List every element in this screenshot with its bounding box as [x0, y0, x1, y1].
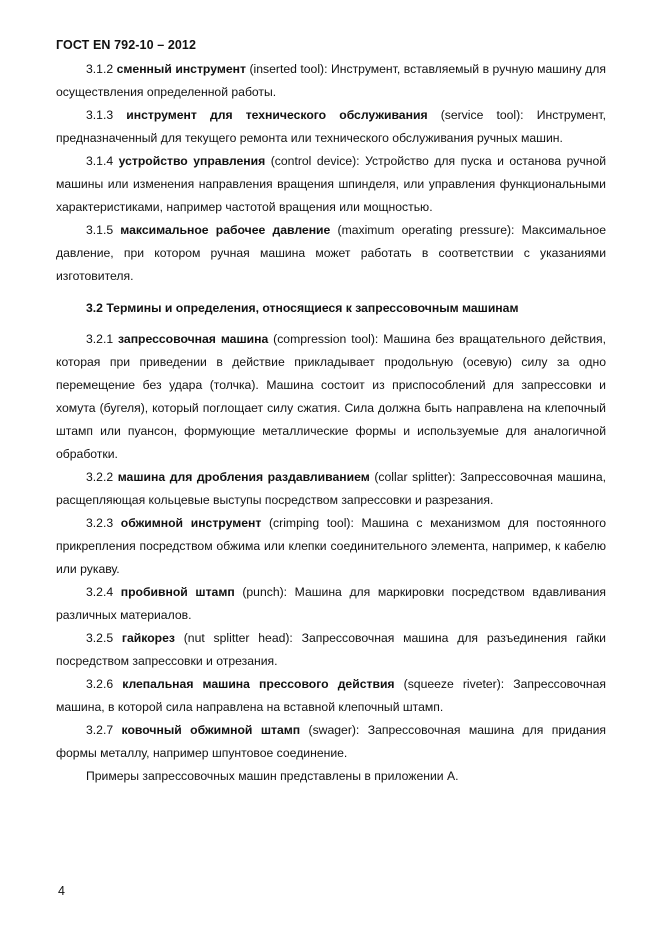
- term-name: гайкорез: [121, 631, 175, 645]
- term-name: пробивной штамп: [120, 585, 235, 599]
- closing-note: Примеры запрессовочных машин представлены в приложении А.: [86, 769, 459, 783]
- term-english: (maximum operating pressure):: [337, 223, 515, 237]
- term-definition: Максимальное давление, при котором ручная машина может работать в соответствии с указаниями изготовителя.: [56, 223, 606, 283]
- term-number: 3.2.2: [86, 470, 114, 484]
- term-name: сменный инструмент: [116, 62, 246, 76]
- term-definition: Запрессовочная машина для разъединения гайки посредством запрессовки и отрезания.: [56, 631, 606, 668]
- term-entry: [56, 673, 606, 719]
- term-name: ковочный обжимной штамп: [121, 723, 301, 737]
- term-entry: [56, 104, 606, 150]
- term-definition: Запрессовочная машина для придания формы металлу, например шпунтовое соединение.: [56, 723, 606, 760]
- term-number: 3.1.2: [86, 62, 114, 76]
- term-name: клепальная машина прессового действия: [122, 677, 395, 691]
- term-number: 3.2.3: [86, 516, 114, 530]
- term-english: (punch):: [242, 585, 288, 599]
- term-definition: Инструмент, предназначенный для текущего ремонта или технического обслуживания ручных машин.: [56, 108, 606, 145]
- term-name: инструмент для технического обслуживания: [126, 108, 428, 122]
- term-entry: [56, 466, 606, 512]
- term-english: (crimping tool):: [269, 516, 354, 530]
- term-definition: Запрессовочная машина, в которой сила направлена на вставной клепочный штамп.: [56, 677, 606, 714]
- term-number: 3.2.5: [86, 631, 114, 645]
- term-number: 3.2.6: [86, 677, 114, 691]
- term-definition: Машина без вращательного действия, которая при приведении в действие прикладывает продольную (осевую) силу за одно перемещение без удара (толчка). Машина состоит из приспособлений для запрессовки и хомута (бугеля), который поглощает силу сжатия. Сила должна быть направлена на клепочный штамп или пуансон, формующие металлические формы и используемые для аналогичной обработки.: [56, 332, 606, 461]
- term-number: 3.1.4: [86, 154, 114, 168]
- term-definition: Инструмент, вставляемый в ручную машину для осуществления определенной работы.: [56, 62, 607, 99]
- term-name: устройство управления: [118, 154, 266, 168]
- term-entry: [56, 512, 606, 581]
- section-3-1-terms: [56, 58, 606, 288]
- term-entry: [56, 58, 606, 104]
- term-english: (collar splitter):: [374, 470, 456, 484]
- page-number: 4: [58, 884, 65, 898]
- term-definition: Запрессовочная машина, расщепляющая кольцевые выступы посредством запрессовки и разрезания.: [56, 470, 607, 507]
- term-number: 3.1.5: [86, 223, 114, 237]
- section-3-2-terms: [56, 328, 606, 765]
- term-number: 3.2.4: [86, 585, 114, 599]
- term-english: (inserted tool):: [249, 62, 328, 76]
- term-name: машина для дробления раздавливанием: [117, 470, 370, 484]
- term-english: (control device):: [270, 154, 360, 168]
- term-entry: [56, 150, 606, 219]
- term-number: 3.2.7: [86, 723, 114, 737]
- term-definition: Устройство для пуска и останова ручной машины или изменения направления вращения шпинделя, или управления функциональными характеристиками, например частотой вращения или мощностью.: [56, 154, 607, 214]
- term-english: (service tool):: [440, 108, 524, 122]
- document-body: [56, 58, 606, 788]
- term-entry: [56, 581, 606, 627]
- section-3-2-heading: 3.2 Термины и определения, относящиеся к запрессовочным машинам: [86, 301, 519, 315]
- term-english: (swager):: [308, 723, 360, 737]
- term-definition: Машина с механизмом для постоянного прикрепления посредством обжима или клепки соединительного элемента, например, к кабелю или рукаву.: [56, 516, 607, 576]
- document-code-header: ГОСТ EN 792-10 – 2012: [56, 38, 197, 52]
- term-english: (nut splitter head):: [183, 631, 293, 645]
- term-name: запрессовочная машина: [118, 332, 269, 346]
- term-entry: [56, 219, 606, 288]
- term-entry: [56, 719, 606, 765]
- term-entry: [56, 627, 606, 673]
- term-english: (squeeze riveter):: [403, 677, 505, 691]
- term-name: максимальное рабочее давление: [120, 223, 331, 237]
- term-number: 3.2.1: [86, 332, 114, 346]
- term-definition: Машина для маркировки посредством вдавливания различных материалов.: [56, 585, 607, 622]
- term-english: (compression tool):: [273, 332, 379, 346]
- term-number: 3.1.3: [86, 108, 114, 122]
- term-name: обжимной инструмент: [120, 516, 262, 530]
- term-entry: [56, 328, 606, 466]
